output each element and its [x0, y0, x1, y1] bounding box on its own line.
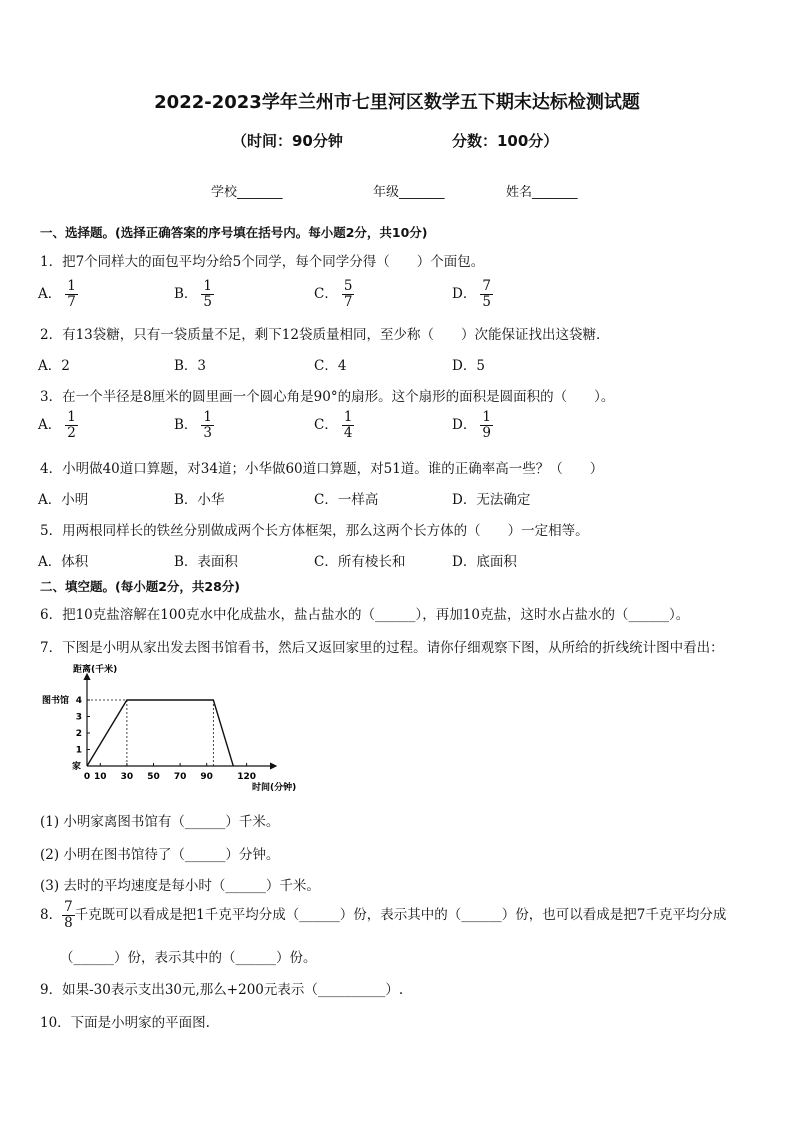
q3-option-a: A． $\frac{1}{2}$	[38, 409, 76, 441]
question-2: 2．有13袋糖，只有一袋质量不足，剩下12袋质量相同，至少称（ ）次能保证找出这袋糖．	[40, 327, 610, 343]
q8-line1: 千克既可以看成是把1千克平均分成（______）份，表示其中的（______）份，也可以看成是把7千克平均分成	[74, 906, 727, 923]
name-field	[506, 181, 578, 200]
question-7: 7．下图是小明从家出发去图书馆看书，然后又返回家里的过程。请你仔细观察下图，从所给的折线统计图中看出：	[40, 640, 724, 656]
x-tick-label: 90	[200, 772, 213, 782]
question-4: 4．小明做40道口算题，对34道；小华做60道口算题，对51道。谁的正确率高一些？（ ）	[40, 461, 604, 477]
y-tick-label: 3	[75, 712, 82, 723]
question-3: 3．在一个半径是8厘米的圆里画一个圆心角是90°的扇形。这个扇形的面积是圆面积的（ ）。	[40, 389, 615, 405]
q2-option-a: A．2	[38, 358, 70, 374]
school-field	[211, 181, 283, 200]
q5-option-b: B．表面积	[174, 554, 238, 570]
q4-option-d: D．无法确定	[452, 492, 531, 508]
question-8	[40, 900, 726, 931]
q2-option-d: D．5	[452, 358, 485, 374]
name-label: 姓名	[506, 185, 533, 200]
name-line: _______	[532, 185, 578, 200]
question-8-line2: （______）份，表示其中的（______）份。	[60, 950, 317, 966]
question-7-part-2: (2) 小明在图书馆待了（______）分钟。	[40, 847, 280, 863]
x-axis-title: 时间(分钟)	[252, 783, 297, 793]
x-tick-label: 50	[147, 772, 160, 782]
distance-time-chart	[38, 660, 328, 796]
q1-option-a: A． $\frac{1}{7}$	[38, 278, 76, 310]
x-tick-label: 70	[173, 772, 187, 782]
y-label-library: 图书馆	[41, 696, 69, 706]
section-1-heading: 一、选择题。(选择正确答案的序号填在括号内。每小题2分，共10分)	[40, 225, 428, 240]
y-label-home: 家	[71, 762, 81, 772]
grade-label: 年级	[373, 185, 400, 200]
q1-option-c: C． $\frac{5}{7}$	[314, 278, 353, 310]
x-tick-label: 0	[83, 772, 91, 782]
q4-option-c: C．一样高	[314, 492, 379, 508]
x-tick-label: 30	[120, 772, 134, 782]
grade-line: _______	[399, 185, 445, 200]
grade-field	[373, 181, 445, 200]
section-2-heading: 二、填空题。(每小题2分，共28分)	[40, 579, 241, 594]
q5-option-d: D．底面积	[452, 554, 517, 570]
score-label: 分数：100分）	[452, 132, 559, 150]
q5-option-c: C．所有棱长和	[314, 554, 406, 570]
q5-option-a: A．体积	[38, 554, 89, 570]
q3-option-c: C． $\frac{1}{4}$	[314, 409, 353, 441]
question-7-part-3: (3) 去时的平均速度是每小时（______）千米。	[40, 878, 320, 894]
q3-option-b: B． $\frac{1}{3}$	[174, 409, 213, 441]
y-axis-title: 距离(千米)	[73, 665, 118, 675]
q8-number: 8．	[40, 906, 63, 923]
x-tick-label: 120	[237, 772, 256, 782]
q4-option-b: B．小华	[174, 492, 225, 508]
distance-series-line	[87, 700, 233, 766]
q3-option-d: D． $\frac{1}{9}$	[452, 409, 491, 441]
y-tick-label: 2	[75, 729, 82, 739]
question-10: 10．下面是小明家的平面图.	[40, 1015, 210, 1031]
q8-fraction: $\frac{7}{8}$	[64, 899, 73, 931]
x-tick-label: 10	[94, 772, 107, 782]
y-tick-label: 4	[75, 696, 82, 706]
page-title: 2022-2023学年兰州市七里河区数学五下期末达标检测试题	[154, 92, 640, 113]
q1-option-b: B． $\frac{1}{5}$	[174, 278, 213, 310]
time-label: （时间：90分钟	[232, 132, 343, 150]
y-tick-label: 1	[75, 745, 82, 756]
q2-option-c: C．4	[314, 358, 347, 374]
q2-option-b: B．3	[174, 358, 207, 374]
question-6: 6．把10克盐溶解在100克水中化成盐水，盐占盐水的（______），再加10克盐，这时水占盐水的（______）。	[40, 607, 690, 623]
question-1: 1．把7个同样大的面包平均分给5个同学，每个同学分得（ ）个面包。	[40, 254, 485, 270]
question-7-part-1: (1) 小明家离图书馆有（______）千米。	[40, 814, 280, 830]
question-9: 9．如果-30表示支出30元,那么+200元表示（__________）.	[40, 982, 404, 998]
q4-option-a: A．小明	[38, 492, 89, 508]
question-5: 5．用两根同样长的铁丝分别做成两个长方体框架，那么这两个长方体的（ ）一定相等。	[40, 523, 589, 539]
q1-option-d: D． $\frac{7}{5}$	[452, 278, 491, 310]
school-label: 学校	[211, 185, 238, 200]
school-line: _______	[237, 185, 283, 200]
